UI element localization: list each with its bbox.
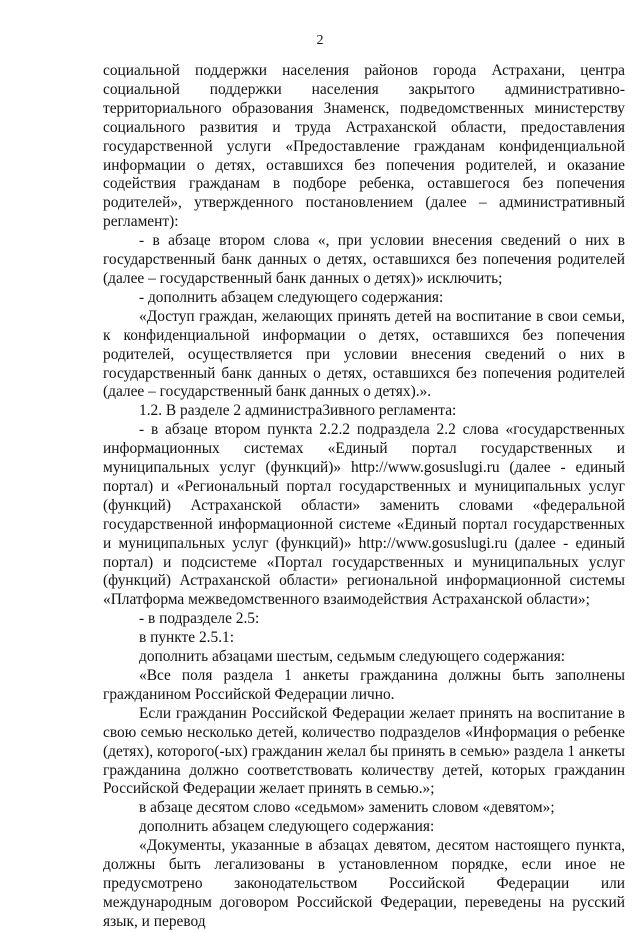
paragraph: - дополнить абзацем следующего содержания: bbox=[139, 288, 444, 306]
paragraph: - в абзаце втором пункта 2.2.2 подраздела 2.2 слова «государственных информационных системах «Единый портал государственных и муниципальных услуг (функций)» http://www.gosuslugi.ru (далее - единый портал) и «Региональный портал государственных и муниципальных услуг (функций) Астраханской области» заменить словами «федеральной государственной информационной системе «Единый портал государственных и муниципальных услуг (функций)» http://www.gosuslugi.ru (далее - единый портал) и подсистеме «Портал государственных и муниципальных услуг (функций) Астраханской области» региональной информационной системы «Платформа межведомственного взаимодействия Астраханской области»; bbox=[103, 421, 625, 609]
paragraph: в абзаце десятом слово «седьмом» заменить словом «девятом»; bbox=[139, 799, 555, 817]
paragraph: «Доступ граждан, желающих принять детей на воспитание в свои семьи, к конфиденциальной информации о детях, оставшихся без попечения родителей, осуществляется при условии внесения сведений о них в государственный банк данных о детях, оставшихся без попечения родителей (далее – государственный банк данных о детях).». bbox=[103, 307, 625, 401]
document-body bbox=[103, 62, 625, 932]
paragraph: Если гражданин Российской Федерации желает принять на воспитание в свою семью несколько детей, количество подразделов «Информация о ребенке (детях), которого(-ых) гражданин желал бы принять в семью» раздела 1 анкеты гражданина должно соответствовать количеству детей, которых гражданин Российской Федерации желает принять в семью.»; bbox=[103, 704, 625, 798]
paragraph: «Все поля раздела 1 анкеты гражданина должны быть заполнены гражданином Российской Федерации лично. bbox=[103, 667, 625, 703]
paragraph: социальной поддержки населения районов города Астрахани, центра социальной поддержки населения закрытого административно-территориального образования Знаменск, подведомственных министерству социального развития и труда Астраханской области, предоставления государственной услуги «Предоставление гражданам конфиденциальной информации о детях, оставшихся без попечения родителей, и оказание содействия гражданам в подборе ребенка, оставшегося без попечения родителей», утвержденного постановлением (далее – административный регламент): bbox=[103, 62, 625, 231]
paragraph: 1.2. В разделе 2 администра3ивного регламента: bbox=[139, 402, 457, 420]
paragraph: дополнить абзацем следующего содержания: bbox=[139, 818, 435, 836]
paragraph: в пункте 2.5.1: bbox=[139, 629, 235, 647]
page-number: 2 bbox=[316, 33, 324, 48]
paragraph: - в подразделе 2.5: bbox=[139, 610, 260, 628]
paragraph: «Документы, указанные в абзацах девятом, десятом настоящего пункта, должны быть легализованы в установленном порядке, если иное не предусмотрено законодательством Российской Федерации или международным договором Российской Федерации, переведены на русский язык, и перевод bbox=[103, 837, 625, 930]
paragraph: - в абзаце втором слова «, при условии внесения сведений о них в государственный банк данных о детях, оставшихся без попечения родителей (далее – государственный банк данных о детях)» исключить; bbox=[103, 232, 625, 287]
paragraph: дополнить абзацами шестым, седьмым следующего содержания: bbox=[139, 648, 566, 666]
